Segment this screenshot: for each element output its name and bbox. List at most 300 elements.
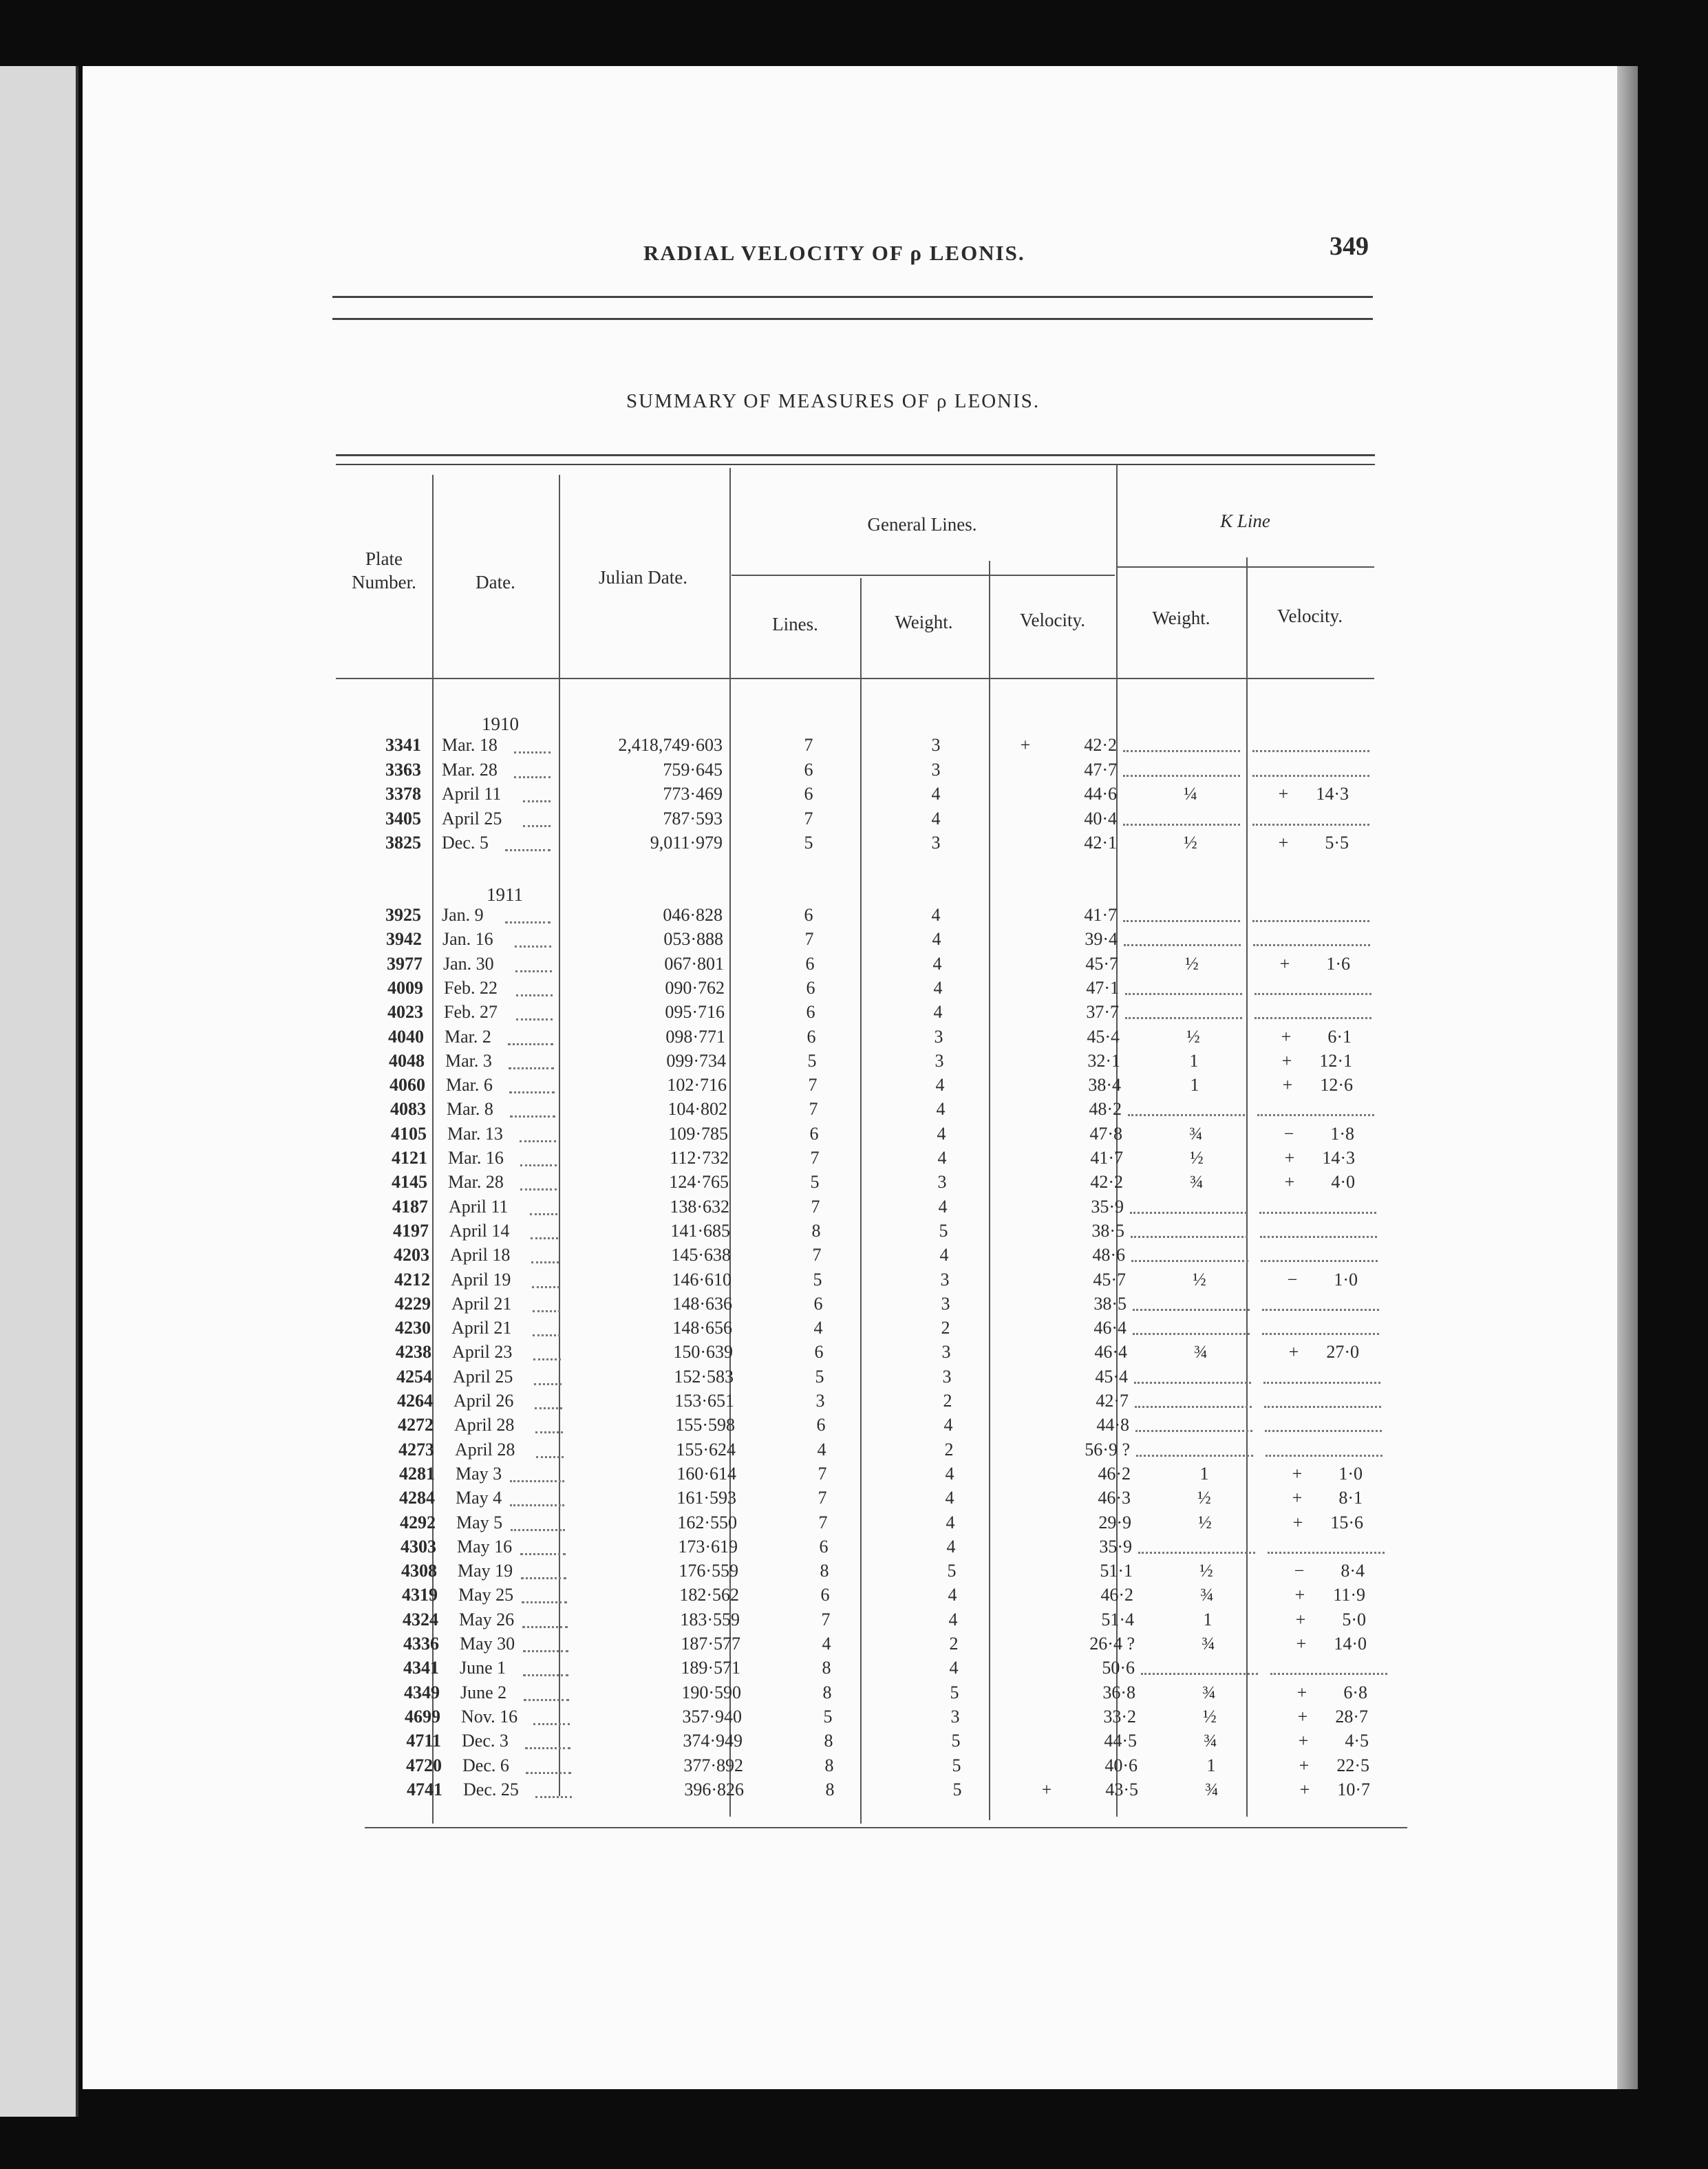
velocity-cell: 41·7 (1090, 1148, 1123, 1168)
date-leader-dots (514, 776, 551, 778)
weight-cell: 4 (939, 1245, 949, 1265)
k-velocity-sign-cell: + (1294, 1585, 1305, 1605)
weight-cell: 2 (949, 1634, 959, 1654)
k-weight-empty-dots (1135, 1430, 1252, 1432)
k-velocity-cell: 27·0 (1326, 1342, 1359, 1363)
date-cell: Feb. 27 (444, 1002, 498, 1023)
k-weight-empty-dots (1124, 944, 1241, 946)
k-velocity-sign-cell: + (1278, 833, 1289, 853)
weight-cell: 4 (946, 1512, 955, 1532)
lines-count-cell: 6 (807, 1026, 816, 1047)
plate-number-cell: 4303 (401, 1536, 436, 1557)
k-velocity-cell: 8·4 (1341, 1561, 1365, 1581)
lines-count-cell: 6 (814, 1342, 824, 1363)
running-head: RADIAL VELOCITY OF ρ LEONIS. (643, 241, 1025, 265)
plate-number-cell: 4145 (392, 1172, 427, 1193)
lines-count-cell: 7 (811, 1196, 820, 1217)
weight-cell: 4 (945, 1488, 954, 1508)
column-divider-4 (860, 578, 862, 1824)
k-velocity-cell: 11·9 (1333, 1585, 1365, 1605)
date-leader-dots (533, 1358, 561, 1360)
julian-date-cell: 046·828 (663, 905, 723, 925)
lines-count-cell: 7 (804, 735, 813, 755)
velocity-cell: 45·7 (1093, 1269, 1126, 1290)
weight-cell: 4 (932, 929, 941, 950)
k-weight-empty-dots (1138, 1552, 1255, 1554)
date-leader-dots (524, 1699, 569, 1701)
lines-count-cell: 8 (820, 1561, 829, 1581)
k-velocity-sign-cell: + (1284, 1172, 1295, 1193)
julian-date-cell: 109·785 (668, 1123, 728, 1144)
lines-count-cell: 8 (811, 1220, 821, 1241)
weight-cell: 4 (931, 905, 941, 925)
k-velocity-empty-dots (1262, 1309, 1379, 1311)
date-cell: June 2 (460, 1682, 507, 1702)
plate-number-cell: 3942 (386, 929, 422, 950)
date-leader-dots (525, 1747, 570, 1749)
k-velocity-empty-dots (1262, 1333, 1379, 1335)
k-velocity-empty-dots (1265, 1430, 1382, 1432)
k-weight-cell: 1 (1206, 1755, 1216, 1775)
date-leader-dots (536, 1456, 564, 1458)
velocity-cell: 44·6 (1084, 784, 1117, 804)
k-weight-empty-dots (1123, 920, 1240, 922)
k-velocity-empty-dots (1266, 1455, 1383, 1457)
k-velocity-cell: 4·0 (1331, 1172, 1355, 1193)
k-velocity-cell: 28·7 (1335, 1706, 1368, 1727)
plate-number-cell: 4272 (398, 1415, 434, 1435)
weight-cell: 4 (949, 1658, 959, 1678)
k-weight-cell: ½ (1199, 1561, 1213, 1581)
julian-date-cell: 155·598 (675, 1415, 735, 1435)
k-velocity-empty-dots (1268, 1552, 1385, 1554)
velocity-cell: 46·4 (1094, 1342, 1127, 1363)
weight-cell: 4 (936, 1099, 946, 1120)
weight-cell: 5 (951, 1731, 961, 1751)
julian-date-cell: 162·550 (677, 1512, 737, 1532)
date-leader-dots (530, 1213, 557, 1215)
weight-cell: 4 (937, 1123, 946, 1144)
date-leader-dots (532, 1286, 559, 1288)
k-velocity-cell: 12·1 (1319, 1050, 1352, 1071)
header-julian-date: Julian Date. (599, 567, 687, 588)
k-weight-cell: ½ (1203, 1706, 1217, 1727)
julian-date-cell: 148·656 (672, 1318, 732, 1338)
weight-cell: 3 (931, 759, 941, 780)
k-velocity-cell: 15·6 (1330, 1512, 1363, 1532)
date-leader-dots (510, 1504, 564, 1506)
date-leader-dots (520, 1164, 557, 1166)
date-leader-dots (533, 1310, 560, 1312)
date-leader-dots (523, 825, 551, 827)
lines-count-cell: 7 (818, 1488, 827, 1508)
velocity-cell: 38·4 (1088, 1075, 1121, 1096)
date-cell: Jan. 30 (443, 953, 494, 974)
date-leader-dots (509, 1067, 554, 1069)
date-leader-dots (535, 1431, 563, 1433)
weight-cell: 3 (931, 735, 941, 755)
header-rule-bottom (332, 318, 1373, 320)
plate-number-cell: 4230 (395, 1318, 431, 1338)
date-cell: April 11 (449, 1196, 509, 1217)
velocity-cell: 35·9 (1099, 1536, 1132, 1557)
date-leader-dots (505, 921, 551, 923)
velocity-cell: 44·8 (1096, 1415, 1129, 1435)
date-cell: Mar. 2 (445, 1026, 491, 1047)
lines-count-cell: 7 (804, 929, 814, 950)
weight-cell: 4 (948, 1609, 958, 1630)
velocity-cell: 32·1 (1087, 1050, 1120, 1071)
weight-cell: 3 (937, 1172, 947, 1193)
k-velocity-sign-cell: + (1298, 1731, 1309, 1751)
lines-count-cell: 5 (804, 833, 813, 853)
plate-number-cell: 4319 (402, 1585, 438, 1605)
velocity-cell: 42·7 (1096, 1391, 1129, 1411)
k-weight-cell: ½ (1198, 1512, 1212, 1532)
year-label-1911: 1911 (487, 884, 523, 905)
date-cell: April 11 (442, 784, 502, 804)
k-weight-cell: ½ (1184, 833, 1197, 853)
plate-number-cell: 3363 (385, 759, 421, 780)
page-edge-shadow (1617, 66, 1638, 2089)
table-title: SUMMARY OF MEASURES OF ρ LEONIS. (626, 390, 1040, 412)
weight-cell: 4 (933, 1002, 943, 1023)
facing-page-edge (0, 66, 78, 2117)
k-velocity-sign-cell: + (1292, 1488, 1303, 1508)
velocity-cell: 47·1 (1086, 977, 1119, 998)
weight-cell: 5 (947, 1561, 957, 1581)
date-cell: May 4 (456, 1488, 502, 1508)
plate-number-cell: 4203 (394, 1245, 429, 1265)
weight-cell: 5 (950, 1682, 959, 1702)
k-weight-empty-dots (1134, 1382, 1251, 1384)
plate-number-cell: 4048 (389, 1050, 425, 1071)
weight-cell: 3 (931, 833, 941, 853)
velocity-cell: 43·5 (1105, 1779, 1138, 1799)
lines-count-cell: 8 (824, 1755, 834, 1775)
header-rule-top (332, 296, 1373, 298)
k-velocity-empty-dots (1260, 1236, 1377, 1238)
julian-date-cell: 098·771 (665, 1026, 725, 1047)
date-leader-dots (516, 1018, 553, 1021)
k-weight-cell: ¾ (1205, 1779, 1219, 1799)
plate-number-cell: 4121 (392, 1148, 427, 1168)
weight-cell: 4 (948, 1585, 957, 1605)
k-weight-empty-dots (1125, 993, 1242, 995)
header-k-weight: Weight. (1152, 608, 1210, 628)
k-velocity-cell: 10·7 (1337, 1779, 1370, 1799)
julian-date-cell: 2,418,749·603 (618, 735, 723, 755)
date-leader-dots (533, 1723, 570, 1725)
header-weight: Weight. (895, 612, 953, 632)
k-velocity-sign-cell: − (1283, 1123, 1294, 1144)
date-leader-dots (522, 1626, 568, 1628)
velocity-cell: 40·4 (1084, 808, 1117, 829)
k-velocity-sign-cell: + (1292, 1512, 1303, 1532)
date-leader-dots (535, 1407, 562, 1409)
k-velocity-cell: 1·6 (1326, 953, 1350, 974)
date-cell: Jan. 16 (442, 929, 493, 950)
year-label-1910: 1910 (482, 714, 519, 734)
velocity-sign-cell: + (1020, 735, 1031, 755)
k-velocity-sign-cell: + (1292, 1463, 1303, 1484)
lines-count-cell: 7 (809, 1099, 818, 1120)
julian-date-cell: 124·765 (669, 1172, 729, 1193)
header-date: Date. (476, 572, 515, 592)
k-weight-cell: ½ (1197, 1488, 1211, 1508)
date-leader-dots (520, 1553, 566, 1555)
julian-date-cell: 9,011·979 (650, 833, 723, 853)
lines-count-cell: 8 (822, 1658, 831, 1678)
k-weight-cell: 1 (1190, 1075, 1199, 1096)
date-cell: Mar. 18 (442, 735, 498, 755)
lines-count-cell: 7 (808, 1075, 818, 1096)
k-velocity-empty-dots (1252, 824, 1369, 826)
julian-date-cell: 053·888 (663, 929, 723, 950)
lines-count-cell: 3 (815, 1391, 825, 1411)
velocity-cell: 44·5 (1104, 1731, 1137, 1751)
lines-count-cell: 5 (815, 1366, 824, 1387)
julian-date-cell: 773·469 (663, 784, 723, 804)
k-weight-empty-dots (1136, 1455, 1253, 1457)
weight-cell: 5 (939, 1220, 948, 1241)
weight-cell: 5 (952, 1755, 961, 1775)
k-weight-cell: ½ (1185, 953, 1199, 974)
plate-number-cell: 4212 (394, 1269, 430, 1290)
velocity-cell: 38·5 (1091, 1220, 1124, 1241)
date-leader-dots (505, 849, 551, 851)
weight-cell: 3 (940, 1269, 950, 1290)
k-velocity-cell: 1·8 (1330, 1123, 1354, 1144)
plate-number-cell: 4023 (387, 1002, 423, 1023)
plate-number-cell: 4264 (397, 1391, 433, 1411)
weight-cell: 3 (934, 1026, 943, 1047)
date-leader-dots (515, 970, 552, 972)
lines-count-cell: 6 (820, 1585, 830, 1605)
header-group-rule-k (1116, 566, 1374, 568)
k-velocity-sign-cell: + (1297, 1706, 1308, 1727)
date-cell: Dec. 25 (463, 1779, 519, 1799)
lines-count-cell: 6 (804, 905, 813, 925)
k-weight-cell: ¾ (1204, 1731, 1217, 1751)
julian-date-cell: 145·638 (671, 1245, 731, 1265)
date-cell: May 26 (459, 1609, 515, 1630)
k-velocity-cell: 1·0 (1334, 1269, 1358, 1290)
column-divider-7 (1246, 557, 1248, 1817)
date-leader-dots (521, 1577, 566, 1579)
k-weight-cell: ¼ (1184, 784, 1197, 804)
k-velocity-sign-cell: + (1296, 1682, 1307, 1702)
weight-cell: 2 (941, 1318, 950, 1338)
date-leader-dots (509, 1091, 555, 1093)
date-cell: May 16 (457, 1536, 513, 1557)
date-cell: Dec. 6 (462, 1755, 509, 1775)
date-leader-dots (510, 1480, 564, 1482)
velocity-cell: 45·4 (1095, 1366, 1128, 1387)
julian-date-cell: 112·732 (670, 1148, 729, 1168)
velocity-cell: 26·4 ? (1089, 1634, 1135, 1654)
k-velocity-cell: 5·5 (1325, 833, 1349, 853)
k-velocity-cell: 12·6 (1320, 1075, 1353, 1096)
weight-cell: 5 (952, 1779, 962, 1799)
julian-date-cell: 152·583 (674, 1366, 734, 1387)
velocity-cell: 42·1 (1084, 833, 1117, 853)
k-velocity-empty-dots (1261, 1260, 1378, 1262)
weight-cell: 3 (935, 1050, 944, 1071)
plate-number-cell: 4720 (406, 1755, 442, 1775)
k-weight-empty-dots (1135, 1406, 1252, 1408)
date-cell: May 30 (460, 1634, 515, 1654)
date-leader-dots (531, 1237, 558, 1239)
lines-count-cell: 5 (810, 1172, 820, 1193)
header-velocity: Velocity. (1020, 610, 1085, 630)
k-weight-cell: 1 (1189, 1050, 1199, 1071)
julian-date-cell: 396·826 (684, 1779, 744, 1799)
header-plate-line1: Plate (365, 548, 403, 569)
weight-cell: 4 (931, 784, 941, 804)
lines-count-cell: 6 (804, 759, 813, 780)
table-rule-top (336, 454, 1375, 456)
plate-number-cell: 4040 (388, 1026, 424, 1047)
k-velocity-cell: 5·0 (1342, 1609, 1366, 1630)
date-leader-dots (534, 1383, 562, 1385)
date-cell: Mar. 16 (448, 1148, 504, 1168)
lines-count-cell: 6 (813, 1293, 823, 1314)
date-cell: April 19 (451, 1269, 511, 1290)
date-cell: May 5 (456, 1512, 503, 1532)
velocity-cell: 39·4 (1085, 929, 1118, 950)
k-velocity-empty-dots (1252, 750, 1369, 752)
k-weight-cell: ¾ (1189, 1123, 1203, 1144)
julian-date-cell: 189·571 (681, 1658, 740, 1678)
velocity-cell: 42·2 (1090, 1172, 1123, 1193)
lines-count-cell: 6 (806, 1002, 815, 1023)
velocity-cell: 29·9 (1098, 1512, 1131, 1532)
weight-cell: 4 (931, 808, 941, 829)
header-plate-line2: Number. (352, 572, 416, 592)
weight-cell: 4 (937, 1148, 947, 1168)
julian-date-cell: 357·940 (682, 1706, 742, 1727)
velocity-cell: 56·9 ? (1085, 1439, 1130, 1460)
lines-count-cell: 8 (825, 1779, 835, 1799)
k-velocity-sign-cell: + (1281, 1050, 1292, 1071)
velocity-cell: 48·2 (1089, 1099, 1122, 1120)
plate-number-cell: 3405 (385, 808, 421, 829)
lines-count-cell: 4 (813, 1318, 823, 1338)
lines-count-cell: 6 (806, 977, 815, 998)
julian-date-cell: 146·610 (672, 1269, 732, 1290)
julian-date-cell: 153·651 (674, 1391, 734, 1411)
lines-count-cell: 6 (809, 1123, 819, 1144)
date-cell: April 21 (451, 1318, 512, 1338)
k-weight-cell: ½ (1186, 1026, 1200, 1047)
plate-number-cell: 4711 (406, 1731, 441, 1751)
date-cell: May 25 (458, 1585, 514, 1605)
page-number: 349 (1330, 232, 1369, 261)
velocity-cell: 51·1 (1100, 1561, 1133, 1581)
velocity-cell: 45·7 (1085, 953, 1118, 974)
plate-number-cell: 4741 (407, 1779, 442, 1799)
date-cell: April 28 (455, 1439, 515, 1460)
date-cell: April 18 (450, 1245, 511, 1265)
date-cell: Mar. 3 (445, 1050, 492, 1071)
velocity-cell: 51·4 (1101, 1609, 1134, 1630)
k-velocity-empty-dots (1263, 1382, 1380, 1384)
date-leader-dots (523, 1650, 568, 1652)
k-velocity-sign-cell: − (1294, 1561, 1305, 1581)
plate-number-cell: 4238 (396, 1342, 431, 1363)
velocity-cell: 46·2 (1100, 1585, 1133, 1605)
julian-date-cell: 183·559 (680, 1609, 740, 1630)
weight-cell: 4 (945, 1463, 954, 1484)
plate-number-cell: 4254 (396, 1366, 432, 1387)
lines-count-cell: 6 (805, 953, 815, 974)
weight-cell: 3 (950, 1706, 960, 1727)
velocity-cell: 50·6 (1102, 1658, 1135, 1678)
k-velocity-sign-cell: + (1278, 784, 1289, 804)
weight-cell: 4 (932, 953, 942, 974)
julian-date-cell: 759·645 (663, 759, 723, 780)
header-general-lines: General Lines. (867, 514, 977, 535)
lines-count-cell: 7 (810, 1148, 820, 1168)
date-cell: Mar. 13 (447, 1123, 503, 1144)
k-velocity-empty-dots (1255, 993, 1371, 995)
k-weight-empty-dots (1131, 1236, 1248, 1238)
weight-cell: 4 (943, 1415, 953, 1435)
velocity-cell: 41·7 (1084, 905, 1117, 925)
date-leader-dots (514, 751, 551, 754)
plate-number-cell: 4281 (399, 1463, 435, 1484)
plate-number-cell: 4229 (395, 1293, 431, 1314)
velocity-cell: 46·3 (1098, 1488, 1131, 1508)
date-cell: Dec. 5 (442, 833, 489, 853)
k-velocity-sign-cell: + (1296, 1634, 1307, 1654)
date-cell: Nov. 16 (461, 1706, 518, 1727)
julian-date-cell: 374·949 (683, 1731, 743, 1751)
julian-date-cell: 173·619 (678, 1536, 738, 1557)
weight-cell: 3 (941, 1293, 950, 1314)
header-k-line: K Line (1220, 511, 1270, 531)
date-cell: April 25 (453, 1366, 513, 1387)
table-rule-top-2 (336, 464, 1375, 465)
k-weight-cell: ¾ (1202, 1634, 1215, 1654)
plate-number-cell: 4187 (392, 1196, 428, 1217)
k-velocity-empty-dots (1257, 1114, 1374, 1116)
julian-date-cell: 141·685 (670, 1220, 730, 1241)
date-leader-dots (515, 945, 551, 948)
julian-date-cell: 104·802 (668, 1099, 727, 1120)
lines-count-cell: 6 (819, 1536, 829, 1557)
date-cell: April 26 (453, 1391, 514, 1411)
k-velocity-cell: 14·0 (1334, 1634, 1367, 1654)
table-bottom-rule (365, 1827, 1407, 1828)
plate-number-cell: 4341 (403, 1658, 439, 1678)
lines-count-cell: 4 (822, 1634, 831, 1654)
date-cell: Jan. 9 (442, 905, 484, 925)
k-velocity-cell: 14·3 (1322, 1148, 1355, 1168)
k-velocity-cell: 4·5 (1345, 1731, 1369, 1751)
date-cell: Feb. 22 (444, 977, 498, 998)
weight-cell: 4 (946, 1536, 956, 1557)
k-velocity-cell: 14·3 (1316, 784, 1349, 804)
k-weight-empty-dots (1131, 1260, 1248, 1262)
weight-cell: 2 (943, 1391, 952, 1411)
plate-number-cell: 4197 (393, 1220, 429, 1241)
julian-date-cell: 138·632 (670, 1196, 729, 1217)
velocity-cell: 46·2 (1098, 1463, 1131, 1484)
k-velocity-empty-dots (1255, 1017, 1371, 1019)
velocity-cell: 37·7 (1086, 1002, 1119, 1023)
